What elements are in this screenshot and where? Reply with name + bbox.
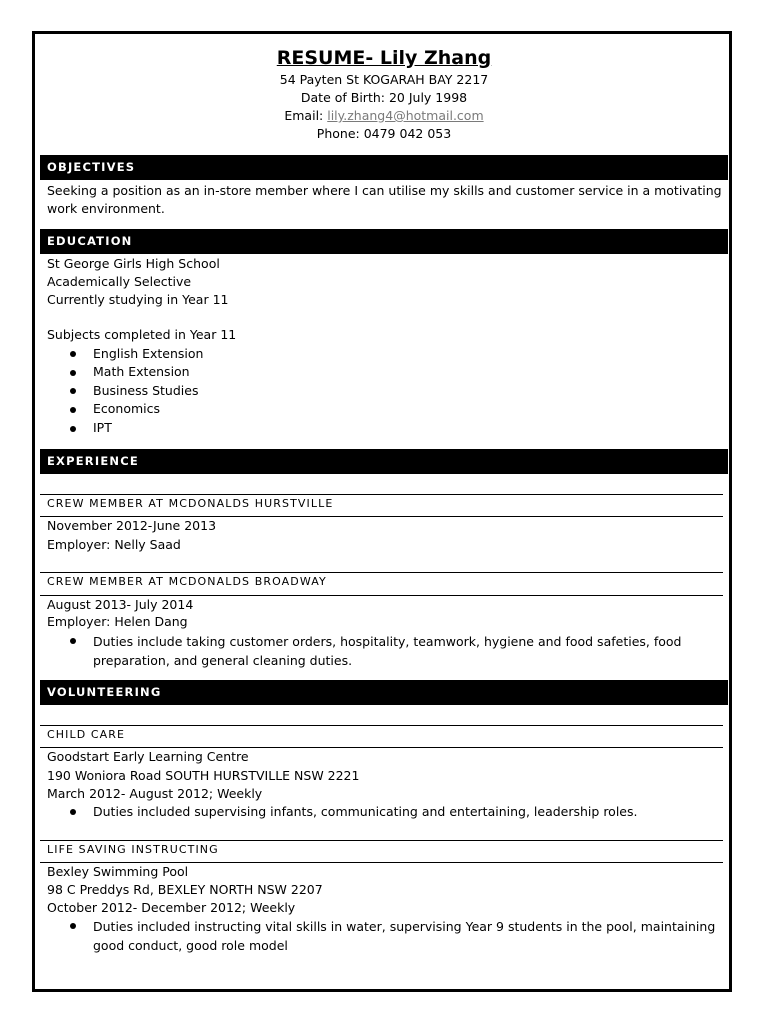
bullet-icon <box>70 370 76 376</box>
role-title: LIFE SAVING INSTRUCTING <box>47 843 219 856</box>
divider <box>40 840 723 841</box>
role-dates: October 2012- December 2012; Weekly <box>47 900 296 915</box>
subject-item: Math Extension <box>93 364 190 379</box>
address: 54 Payten St KOGARAH BAY 2217 <box>279 72 489 87</box>
job-dates: August 2013- July 2014 <box>47 597 194 612</box>
subject-item: Economics <box>93 401 161 416</box>
job-employer: Employer: Nelly Saad <box>47 537 181 552</box>
job-title: CREW MEMBER AT MCDONALDS HURSTVILLE <box>47 497 334 510</box>
job-dates: November 2012-June 2013 <box>47 518 217 533</box>
bullet-icon <box>70 923 76 929</box>
divider <box>40 725 723 726</box>
study-status: Currently studying in Year 11 <box>47 292 229 307</box>
email-label: Email: <box>284 108 328 123</box>
subjects-label: Subjects completed in Year 11 <box>47 327 237 342</box>
subject-item: Business Studies <box>93 383 199 398</box>
divider <box>40 572 723 573</box>
role-duties: Duties included instructing vital skills in water, supervising Year 9 students in the pool, maintaining good conduct, good role model <box>93 919 716 953</box>
objectives-heading: OBJECTIVES <box>40 155 728 180</box>
email-link[interactable]: lily.zhang4@hotmail.com <box>327 108 484 123</box>
job-duties: Duties include taking customer orders, hospitality, teamwork, hygiene and food safeties, food preparation, and general cleaning duties. <box>93 634 682 668</box>
bullet-icon <box>70 809 76 815</box>
role-duties: Duties included supervising infants, communicating and entertaining, leadership roles. <box>93 804 638 819</box>
objectives-text: Seeking a position as an in-store member where I can utilise my skills and customer service in a motivating work environment. <box>47 183 722 216</box>
role-dates: March 2012- August 2012; Weekly <box>47 786 263 801</box>
bullet-icon <box>70 407 76 413</box>
bullet-icon <box>70 426 76 432</box>
school-type: Academically Selective <box>47 274 192 289</box>
role-address: 98 C Preddys Rd, BEXLEY NORTH NSW 2207 <box>47 882 323 897</box>
resume-title: RESUME- Lily Zhang <box>276 47 492 69</box>
role-title: CHILD CARE <box>47 728 126 741</box>
subject-item: IPT <box>93 420 112 435</box>
job-employer: Employer: Helen Dang <box>47 614 188 629</box>
phone: Phone: 0479 042 053 <box>316 126 452 141</box>
education-heading: EDUCATION <box>40 229 728 254</box>
bullet-icon <box>70 638 76 644</box>
date-of-birth: Date of Birth: 20 July 1998 <box>300 90 468 105</box>
divider <box>40 494 723 495</box>
role-address: 190 Woniora Road SOUTH HURSTVILLE NSW 2221 <box>47 768 360 783</box>
volunteering-heading: VOLUNTEERING <box>40 680 728 705</box>
experience-heading: EXPERIENCE <box>40 449 728 474</box>
email-line <box>0 107 768 125</box>
role-organisation: Bexley Swimming Pool <box>47 864 189 879</box>
subject-item: English Extension <box>93 346 204 361</box>
bullet-icon <box>70 351 76 357</box>
school-name: St George Girls High School <box>47 256 220 271</box>
bullet-icon <box>70 388 76 394</box>
role-organisation: Goodstart Early Learning Centre <box>47 749 249 764</box>
job-title: CREW MEMBER AT MCDONALDS BROADWAY <box>47 575 327 588</box>
